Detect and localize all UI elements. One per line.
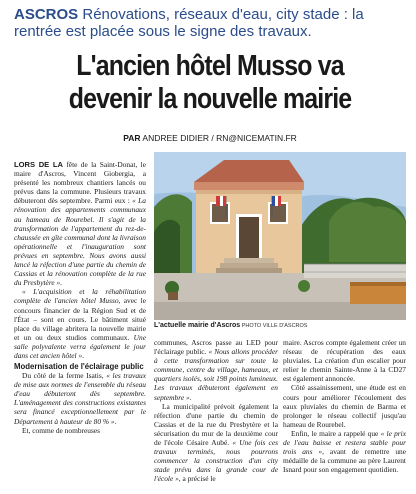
quote: Une salle polyvalente verra également le jour dans cet ancien hôtel » (14, 332, 146, 360)
quote: « La rénovation des appartements communaux au hameau de Rourebel. Il s'agit de la transformation de l'appartement du rez-de-chaussée en gîte communal dont la livraison opérationnelle et l'inauguration sont prévues en septembre. Nous avons aussi lancé la réfection d'une partie du chemin de Cassias et la rénovation complète de la rue du Presbytère ». (14, 196, 146, 288)
article-headline: L'ancien hôtel Musso va devenir la nouvelle mairie (68, 50, 352, 115)
paragraph (283, 429, 406, 474)
paragraph (14, 371, 146, 426)
paragraph (14, 287, 146, 360)
text-run: , a précisé le (178, 474, 216, 484)
paragraph (154, 402, 278, 484)
byline-author: ANDREE DIDIER / RN@NICEMATIN.FR (140, 133, 297, 143)
town-hall-photo (154, 152, 406, 320)
section-subhead: Modernisation de l'éclairage public (14, 362, 144, 372)
article-column-1 (14, 160, 146, 435)
kicker-text: Rénovations, réseaux d'eau, city stade : la rentrée est placée sous le signe des travaux. (14, 6, 364, 40)
quote: « le prix de l'eau baisse et restera stable pour trois ans » (283, 428, 406, 457)
text-run: . (82, 350, 84, 360)
quote: « Nous allons procéder à cette transformation sur toute la commune, centre du village, hameaux, et quartiers isolés, soit 198 points lumineux. Les travaux débuteront également en septembre » (154, 347, 278, 402)
paragraph: maire. Ascros compte également créer un réseau de récupération des eaux pluviales. La création d'un escalier pour relier le chemin Sainte-Anne à la CD27 est également annoncée. (283, 338, 406, 384)
paragraph (154, 338, 278, 402)
text-run: communes, Ascros passe au LED pour l'éclairage public. (154, 338, 278, 357)
town-hall-photo-art (154, 152, 406, 320)
text-run: . (114, 416, 117, 426)
quote: « L'acquisition et la réhabilitation complète de l'ancien hôtel Musso (14, 287, 146, 306)
paragraph: Et, comme de nombreuses (22, 425, 100, 435)
kicker-tag: ASCROS (14, 6, 79, 23)
photo-caption (154, 322, 406, 329)
byline (14, 133, 406, 143)
text-run: . (189, 392, 192, 402)
article-column-2 (154, 338, 278, 484)
text-run: , avec le concours financier de la Région Sud et de l'État – sont en cours. Le bâtiment situé place du village abritera la nouvelle mairie et un ou deux studios communaux. (14, 296, 147, 342)
lead-in: LORS DE LA (14, 160, 63, 169)
byline-par: PAR (123, 133, 141, 143)
text-run: fête de la Saint-Donat, le maire d'Ascros, Vincent Giobergia, a présenté les nombreux chantiers lancés ou prévus dans la commune. Plusieurs travaux débuteront dès septembre. Parmi eux : (14, 160, 146, 206)
paragraph: Côté assainissement, une étude est en cours pour améliorer l'écoulement des eaux pluviales du chemin de Barma et prolonger le réseau collectif jusqu'au hameau de Rourebel. (283, 383, 406, 429)
quote: « Une fois ces travaux terminés, nous pourrons commencer la construction d'un city stade prévu dans la grande cour de l'école » (154, 438, 278, 484)
text-run: Du côté de la ferme Isatis, (22, 371, 107, 381)
photo-credit: PHOTO VILLE D'ASCROS (240, 323, 308, 329)
article-column-3 (283, 338, 406, 474)
quote: « les travaux de mise aux normes de l'ensemble du réseau d'eau débuteront dès septembre. L'aménagement des constructions existantes sera financé exceptionnellement par le Département à hauteur de 80 % » (14, 371, 146, 426)
text-run: , avant de remettre une médaille de la commune au père Laurent Isnard pour son engagement quotidien. (283, 447, 406, 475)
text-run: La municipalité prévoit également la réfection d'une partie du chemin de Cassias et de la rue du Presbytère et la sécurisation du mur de la deuxième cour de l'école Césaire Aubé. (154, 401, 278, 448)
paragraph (14, 160, 146, 287)
caption-text: L'actuelle mairie d'Ascros (154, 322, 241, 329)
text-run: Enfin, le maire a rappelé que (291, 428, 381, 438)
article-kicker (14, 6, 406, 40)
